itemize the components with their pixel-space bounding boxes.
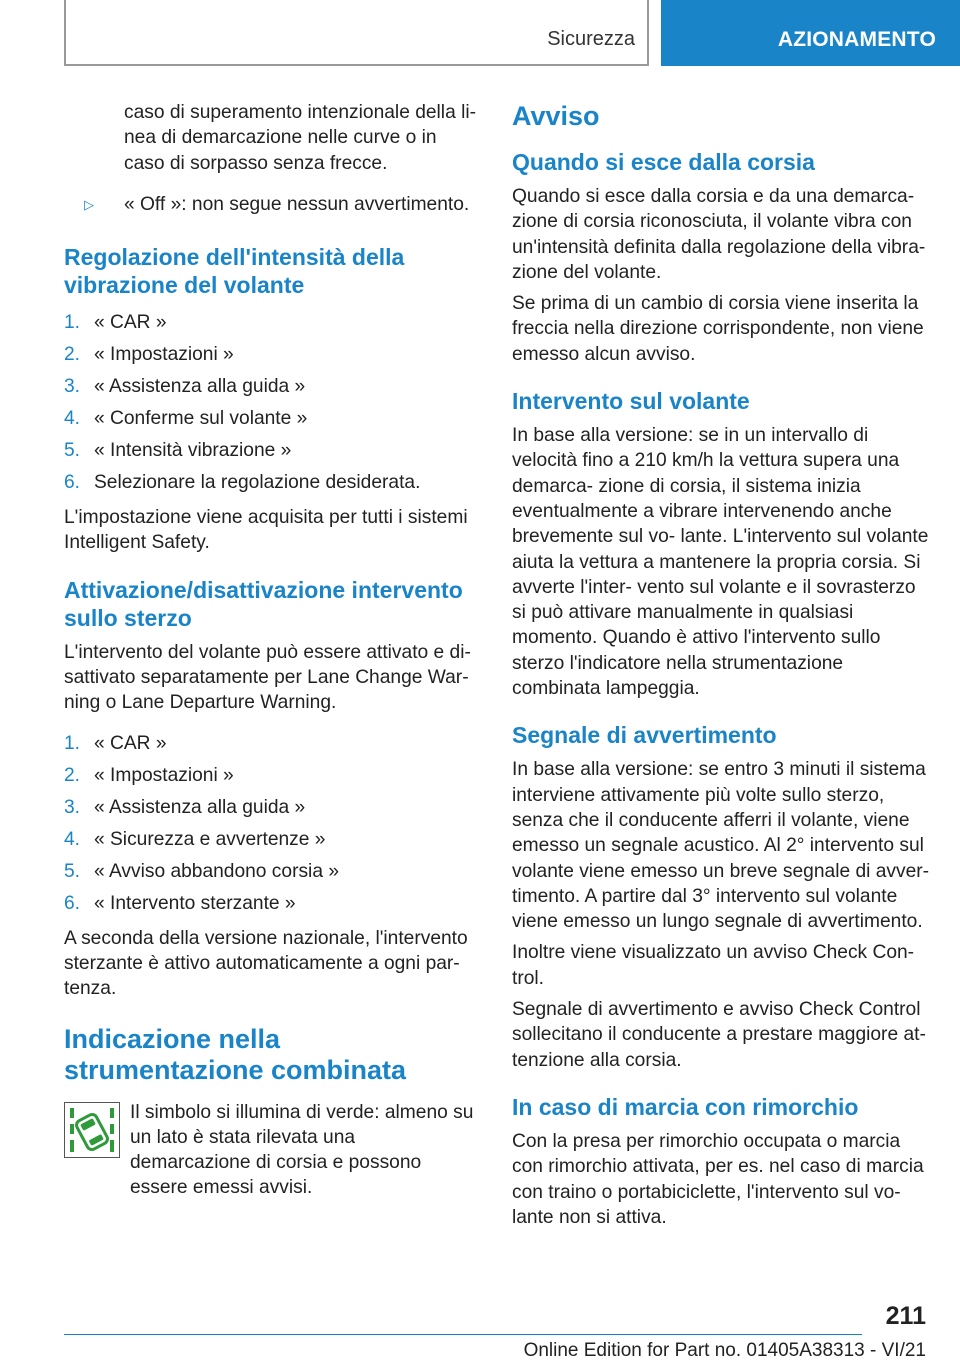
paragraph-intervento: L'intervento del volante può essere attivato e di‐ sattivato separatamente per Lane Change War‐ ning o Lane Departure Warning. (64, 641, 471, 714)
list-item: 1. « CAR » (64, 732, 167, 754)
list-item: 4. « Conferme sul volante » (64, 408, 308, 430)
paragraph-simbolo: Il simbolo si illumina di verde: almeno su un lato è stata rilevata una demarcazione di corsia e possono essere emessi avvisi. (130, 1101, 474, 1199)
continued-paragraph: caso di superamento intenzionale della li‐ nea di demarcazione nelle curve o in caso di sorpasso senza frecce. (124, 102, 476, 174)
heading-intensity: Regolazione dell'intensità della vibrazione del volante (64, 244, 405, 299)
heading-quando: Quando si esce dalla corsia (512, 149, 815, 175)
heading-rimorchio: In caso di marcia con rimorchio (512, 1093, 859, 1120)
list-item: 6. Selezionare la regolazione desiderata. (64, 472, 421, 494)
header-chapter-box (661, 0, 960, 66)
paragraph-impostazione: L'impostazione viene acquisita per tutti i sistemi Intelligent Safety. (64, 507, 468, 554)
lane-departure-warning-icon (64, 1102, 120, 1158)
paragraph-intervento-volante: In base alla versione: se in un intervallo di velocità fino a 210 km/h la vettura supera una demarca‐ zione di corsia, il sistema inizia eventualmente a vibrare intervenendo anche brevemente sul vo‐ lante. L'intervento sul volante aiuta la vettura a mantenere la propria corsia. Si avverte l'inter‐ vento sul volante e il sovrasterzo si può attivare manualmente in qualsiasi momento. Quando è attivo l'intervento sullo sterzo l'indicatore nella strumentazione combinata lampeggia. (512, 425, 929, 700)
footer-edition: Online Edition for Part no. 01405A38313 - VI/21 (523, 1340, 926, 1361)
list-item: 1. « CAR » (64, 312, 167, 334)
paragraph-check: Segnale di avvertimento e avviso Check Control sollecitano il conducente a prestare maggiore at‐ tenzione alla corsia. (512, 999, 926, 1071)
paragraph-rimorchio: Con la presa per rimorchio occupata o marcia con rimorchio attivata, per es. nel caso di marcia con traino o portabiciclette, l'intervento sul vo‐ lante non si attiva. (512, 1130, 924, 1228)
heading-attivazione: Attivazione/disattivazione intervento sullo sterzo (64, 576, 463, 631)
list-item: 5. « Avviso abbandono corsia » (64, 860, 339, 882)
header-section-box (64, 0, 649, 66)
bullet-text: « Off »: non segue nessun avvertimento. (124, 193, 470, 215)
paragraph-seconda: A seconda della versione nazionale, l'intervento sterzante è attivo automaticamente a ogni par‐ tenza. (64, 927, 468, 1000)
page-number: 211 (885, 1302, 926, 1330)
list-item: 6. « Intervento sterzante » (64, 892, 296, 914)
header-chapter-title: AZIONAMENTO (777, 28, 936, 51)
paragraph-quando: Quando si esce dalla corsia e da una demarca‐ zione di corsia riconosciuta, il volante vibra con un'intensità definita dalla regolazione della vibra‐ zione del volante. (512, 186, 926, 283)
heading-intervento-volante: Intervento sul volante (512, 388, 750, 415)
heading-avviso: Avviso (512, 101, 600, 131)
list-item: 5. « Intensità vibrazione » (64, 440, 292, 462)
triangle-right-icon: ▷ (84, 196, 94, 212)
right-column (512, 100, 932, 1236)
list-item: 4. « Sicurezza e avvertenze » (64, 828, 326, 850)
paragraph-segnale: In base alla versione: se entro 3 minuti il sistema interviene attivamente più volte sullo sterzo, senza che il conducente afferri il volante, viene emesso un segnale acustico. Al 2° intervento sul volante viene emesso un breve segnale di avver‐ timento. A partire dal 3° intervento sul volante viene emesso un lungo segnale di avvertimento. (512, 759, 930, 933)
paragraph-se-prima: Se prima di un cambio di corsia viene inserita la freccia nella direzione corrispondente, non viene emesso alcun avviso. (512, 293, 924, 365)
list-item: 2. « Impostazioni » (64, 344, 234, 366)
steps-list-sterzo (64, 728, 478, 920)
list-item: 2. « Impostazioni » (64, 764, 234, 786)
steps-list-intensity (64, 307, 478, 499)
symbol-description (64, 1100, 478, 1207)
bullet-item (64, 192, 478, 217)
list-item: 3. « Assistenza alla guida » (64, 376, 306, 398)
footer-divider (64, 1334, 862, 1335)
left-column (64, 100, 478, 1207)
header-section-title: Sicurezza (547, 28, 635, 50)
heading-indicazione: Indicazione nella strumentazione combinata (64, 1023, 407, 1085)
paragraph-inoltre: Inoltre viene visualizzato un avviso Check Con‐ trol. (512, 942, 915, 989)
list-item: 3. « Assistenza alla guida » (64, 796, 306, 818)
heading-segnale: Segnale di avvertimento (512, 722, 777, 749)
